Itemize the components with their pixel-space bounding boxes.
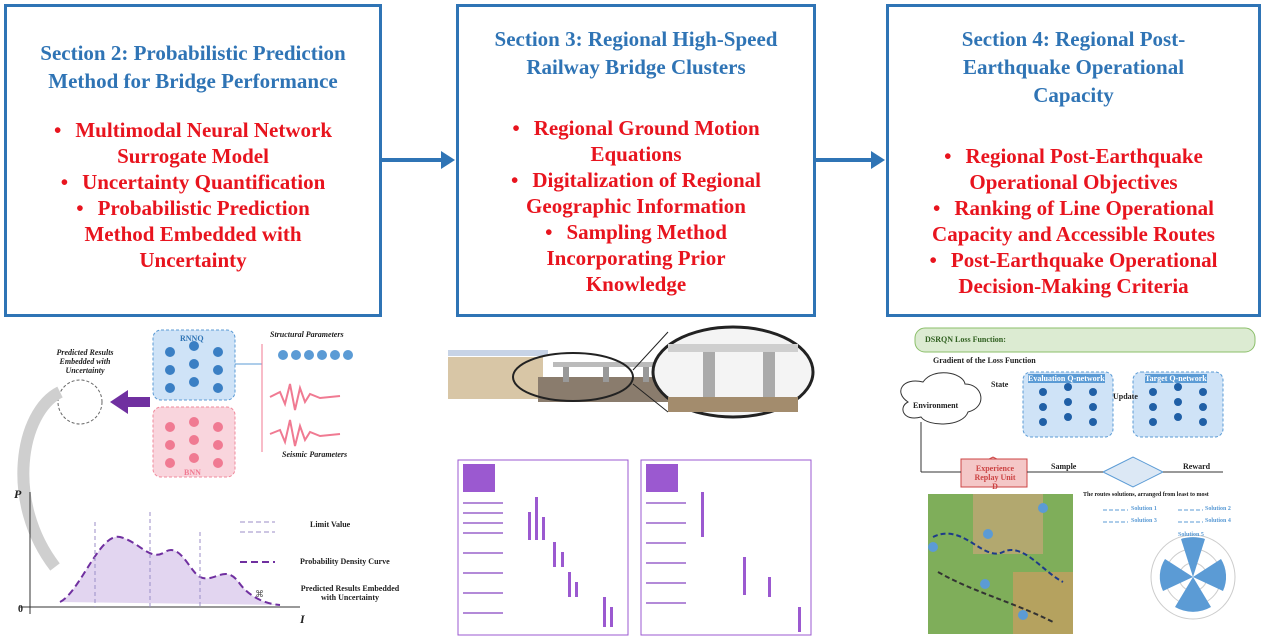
axis-y-label: P — [14, 487, 22, 501]
experience-label: Experience Replay Unit D — [974, 464, 1016, 491]
section-3-item: • Sampling Method Incorporating Prior Knowledge — [459, 219, 813, 297]
solution-2: Solution 2 — [1205, 506, 1231, 512]
arrow-3-to-4-head — [871, 151, 885, 169]
arrow-3-to-4 — [816, 158, 872, 162]
operational-capacity-illustration — [893, 322, 1265, 640]
section-3-list — [459, 115, 813, 297]
section-2-item: • Probabilistic Prediction Method Embedded with Uncertainty — [7, 195, 379, 273]
section-2-title: Section 2: Probabilistic Prediction Method for Bridge Performance — [40, 41, 346, 93]
bridge-figure — [443, 322, 823, 640]
section-3-item: • Digitalization of Regional Geographic Information — [459, 167, 813, 219]
arrow-2-to-3-head — [441, 151, 455, 169]
solution-4: Solution 4 — [1205, 518, 1231, 524]
section-2-item: • Uncertainty Quantification — [7, 169, 379, 195]
section-4-item: • Post-Earthquake Operational Decision-Making Criteria — [889, 247, 1258, 299]
gradient-label: Gradient of the Loss Function — [933, 356, 1036, 365]
section-2-list — [7, 117, 379, 273]
seismic-params-label: Seismic Parameters — [282, 450, 348, 459]
section-4-box — [886, 4, 1261, 317]
update-label: Update — [1113, 392, 1138, 401]
section-2-box — [4, 4, 382, 317]
target-network-label: Target Q-network — [1145, 374, 1207, 383]
legend-predicted: Predicted Results Embedded with Uncertainty — [300, 584, 400, 602]
section-3-item: • Regional Ground Motion Equations — [459, 115, 813, 167]
section-3-box — [456, 4, 816, 317]
rnnq-label: RNNQ — [180, 334, 204, 343]
origin-label: 0 — [18, 604, 23, 615]
arrow-2-to-3 — [382, 158, 442, 162]
structural-params-label: Structural Parameters — [270, 330, 344, 339]
state-label: State — [991, 380, 1009, 389]
solution-3: Solution 3 — [1131, 518, 1157, 524]
legend-limit-value: Limit Value — [310, 520, 351, 529]
axis-x-label: I — [300, 612, 305, 626]
reward-label: Reward — [1183, 462, 1211, 471]
sample-label: Sample — [1051, 462, 1077, 471]
solution-1: Solution 1 — [1131, 506, 1157, 512]
predicted-results-label: Predicted Results Embedded with Uncertainty — [56, 348, 114, 375]
legend-pdf-curve: Probability Density Curve — [300, 557, 390, 566]
section-3-title: Section 3: Regional High-Speed Railway Bridge Clusters — [494, 27, 778, 79]
section-4-item: • Regional Post-Earthquake Operational Objectives — [889, 143, 1258, 195]
bridge-cluster-illustration — [443, 322, 823, 640]
routes-title: The routes solutions, arranged from least to most — [1083, 492, 1209, 498]
solution-5: Solution 5 — [1178, 532, 1204, 538]
section-4-item: • Ranking of Line Operational Capacity and Accessible Routes — [889, 195, 1258, 247]
loss-function-label: DSRQN Loss Function: — [925, 335, 1006, 344]
environment-label: Environment — [913, 401, 959, 410]
rl-figure — [893, 322, 1265, 640]
bnn-label: BNN — [184, 468, 201, 477]
svg-text:⌘: ⌘ — [255, 589, 264, 599]
section-2-item: • Multimodal Neural Network Surrogate Model — [7, 117, 379, 169]
bridge-prediction-illustration — [0, 322, 420, 640]
section-4-title: Section 4: Regional Post-Earthquake Operational Capacity — [961, 27, 1186, 107]
section-4-list — [889, 143, 1258, 299]
evaluation-network-label: Evaluation Q-network — [1028, 374, 1105, 383]
